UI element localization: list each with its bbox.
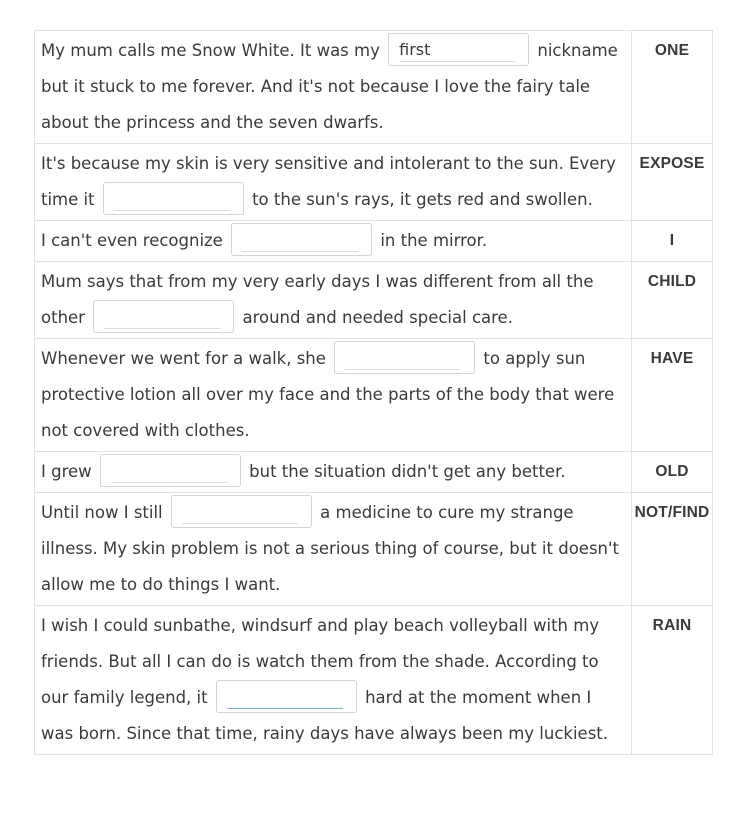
answer-input[interactable] (182, 499, 298, 524)
answer-input[interactable] (345, 345, 461, 370)
table-row (35, 339, 713, 452)
prompt-word: EXPOSE (632, 144, 713, 221)
sentence-cell (35, 221, 632, 262)
table-row (35, 452, 713, 493)
sentence-text-before: I can't even recognize (41, 231, 223, 250)
table-row (35, 493, 713, 606)
sentence-text-after: but the situation didn't get any better. (249, 462, 566, 481)
sentence-cell (35, 493, 632, 606)
sentence-text-after: to the sun's rays, it gets red and swollen. (252, 190, 593, 209)
sentence-text-before: Mum says that from my very early days I was different from all the other (41, 272, 594, 327)
sentence-text-after: around and needed special care. (242, 308, 513, 327)
table-row (35, 262, 713, 339)
answer-input[interactable] (111, 458, 227, 483)
table-row (35, 31, 713, 144)
answer-box[interactable] (100, 454, 241, 487)
prompt-word: RAIN (632, 606, 713, 755)
answer-input[interactable] (242, 227, 358, 252)
sentence-cell (35, 339, 632, 452)
sentence-text-after: hard at the moment when I was born. Since that time, rainy days have always been my luckiest. (41, 688, 609, 743)
prompt-word: CHILD (632, 262, 713, 339)
prompt-word: HAVE (632, 339, 713, 452)
sentence-text-before: Whenever we went for a walk, she (41, 349, 326, 368)
table-row (35, 606, 713, 755)
sentence-cell (35, 262, 632, 339)
answer-box[interactable] (231, 223, 372, 256)
prompt-word: NOT/FIND (632, 493, 713, 606)
sentence-cell (35, 606, 632, 755)
sentence-text-after: a medicine to cure my strange illness. My skin problem is not a serious thing of course, but it doesn't allow me to do things I want. (41, 503, 620, 594)
prompt-word: I (632, 221, 713, 262)
table-row (35, 144, 713, 221)
word-formation-table (34, 30, 713, 755)
sentence-cell (35, 144, 632, 221)
sentence-text-before: I grew (41, 462, 92, 481)
answer-input[interactable] (114, 186, 230, 211)
answer-box[interactable] (171, 495, 312, 528)
answer-input[interactable] (227, 684, 343, 709)
answer-input[interactable] (399, 37, 515, 62)
sentence-text-before: My mum calls me Snow White. It was my (41, 41, 380, 60)
table-row (35, 221, 713, 262)
answer-input[interactable] (104, 304, 220, 329)
prompt-word: ONE (632, 31, 713, 144)
answer-box[interactable] (388, 33, 529, 66)
sentence-cell (35, 452, 632, 493)
sentence-cell (35, 31, 632, 144)
sentence-text-after: nickname but it stuck to me forever. And it's not because I love the fairy tale about the princess and the seven dwarfs. (41, 41, 618, 132)
sentence-text-before: I wish I could sunbathe, windsurf and play beach volleyball with my friends. But all I can do is watch them from the shade. According to our family legend, it (41, 616, 600, 707)
prompt-word: OLD (632, 452, 713, 493)
sentence-text-before: It's because my skin is very sensitive and intolerant to the sun. Every time it (41, 154, 616, 209)
sentence-text-after: in the mirror. (380, 231, 488, 250)
answer-box[interactable] (334, 341, 475, 374)
answer-box[interactable] (103, 182, 244, 215)
answer-box-active[interactable] (216, 680, 357, 713)
sentence-text-before: Until now I still (41, 503, 163, 522)
sentence-text-after: to apply sun protective lotion all over my face and the parts of the body that were not covered with clothes. (41, 349, 615, 440)
answer-box[interactable] (93, 300, 234, 333)
